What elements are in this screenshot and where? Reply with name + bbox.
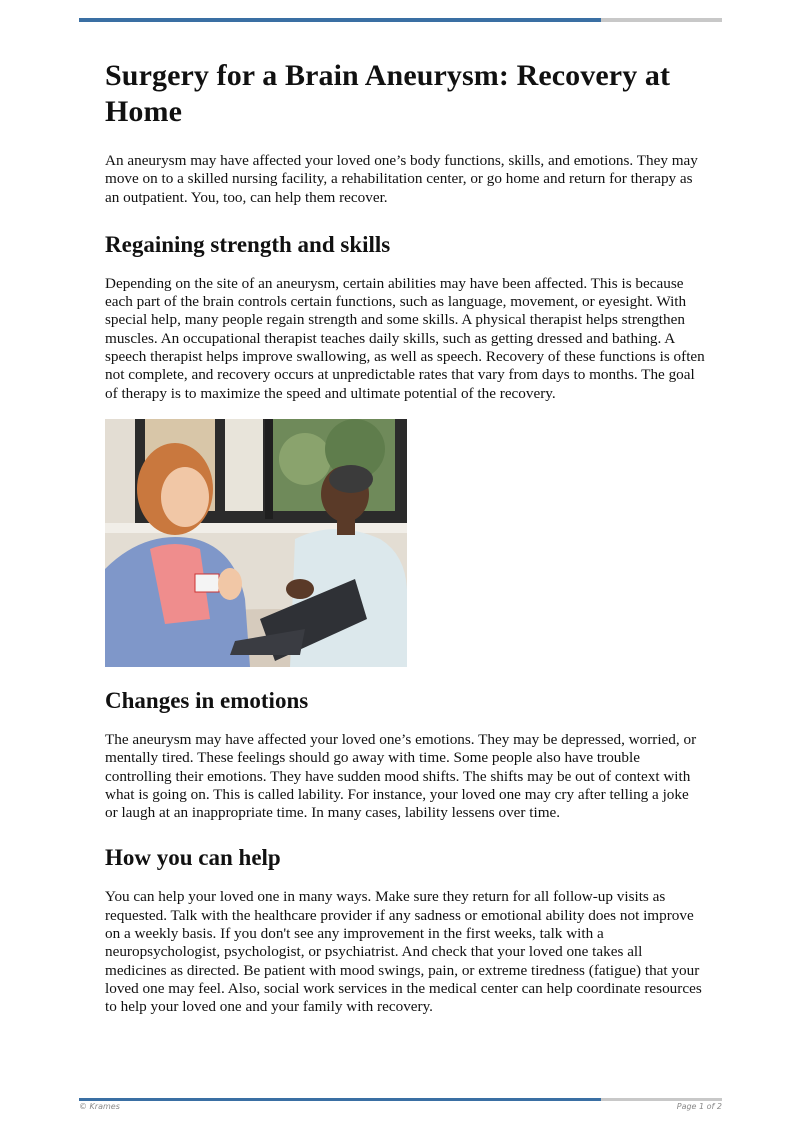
section-heading-emotions: Changes in emotions	[105, 687, 309, 713]
footer-copyright: © Krames	[79, 1102, 120, 1111]
section-body-help: You can help your loved one in many ways. Make sure they return for all follow-up visits as requested. Talk with the healthcare provider if any sadness or emotional ability does not improve on a weekly basis. If you don't see any improvement in the first weeks, talk with a neuropsychologist, psychologist, or psychiatrist. And check that your loved one takes all medicines as directed. Be patient with mood swings, pain, or extreme tiredness (fatigue) that your loved one may feel. Also, social work services in the medical center can help coordinate resources to help your loved one and your family with recovery.	[105, 888, 702, 1016]
page-title: Surgery for a Brain Aneurysm: Recovery at Home	[105, 59, 671, 128]
footer-page-number: Page 1 of 2	[676, 1102, 722, 1111]
header-progress-bar	[79, 18, 722, 22]
article	[105, 58, 705, 1017]
intro-paragraph: An aneurysm may have affected your loved one’s body functions, skills, and emotions. They may move on to a skilled nursing facility, a rehabilitation center, or go home and return for therapy as an outpatient. You, too, can help them recover.	[105, 152, 698, 206]
section-body-emotions: The aneurysm may have affected your loved one’s emotions. They may be depressed, worried, or mentally tired. These feelings should go away with time. Some people also have trouble controlling their emotions. They have sudden mood shifts. The shifts may be out of context with what is going on. This is called lability. For instance, your loved one may cry after telling a joke or laugh at an inappropriate time. In many cases, lability lessens over time.	[105, 730, 697, 822]
section-heading-help: How you can help	[105, 845, 281, 871]
section-heading-strength: Regaining strength and skills	[105, 231, 391, 257]
photo-therapy-session	[105, 419, 407, 667]
footer-progress-bar	[79, 1098, 722, 1101]
section-body-strength: Depending on the site of an aneurysm, certain abilities may have been affected. This is because each part of the brain controls certain functions, such as language, movement, or eyesight. With special help, many people regain strength and some skills. A physical therapist helps strengthen muscles. An occupational therapist teaches daily skills, such as getting dressed and bathing. A speech therapist helps improve swallowing, as well as speech. Recovery of these functions is often not complete, and recovery occurs at unpredictable rates that vary from days to months. The goal of therapy is to maximize the speed and ultimate potential of the recovery.	[105, 274, 705, 402]
